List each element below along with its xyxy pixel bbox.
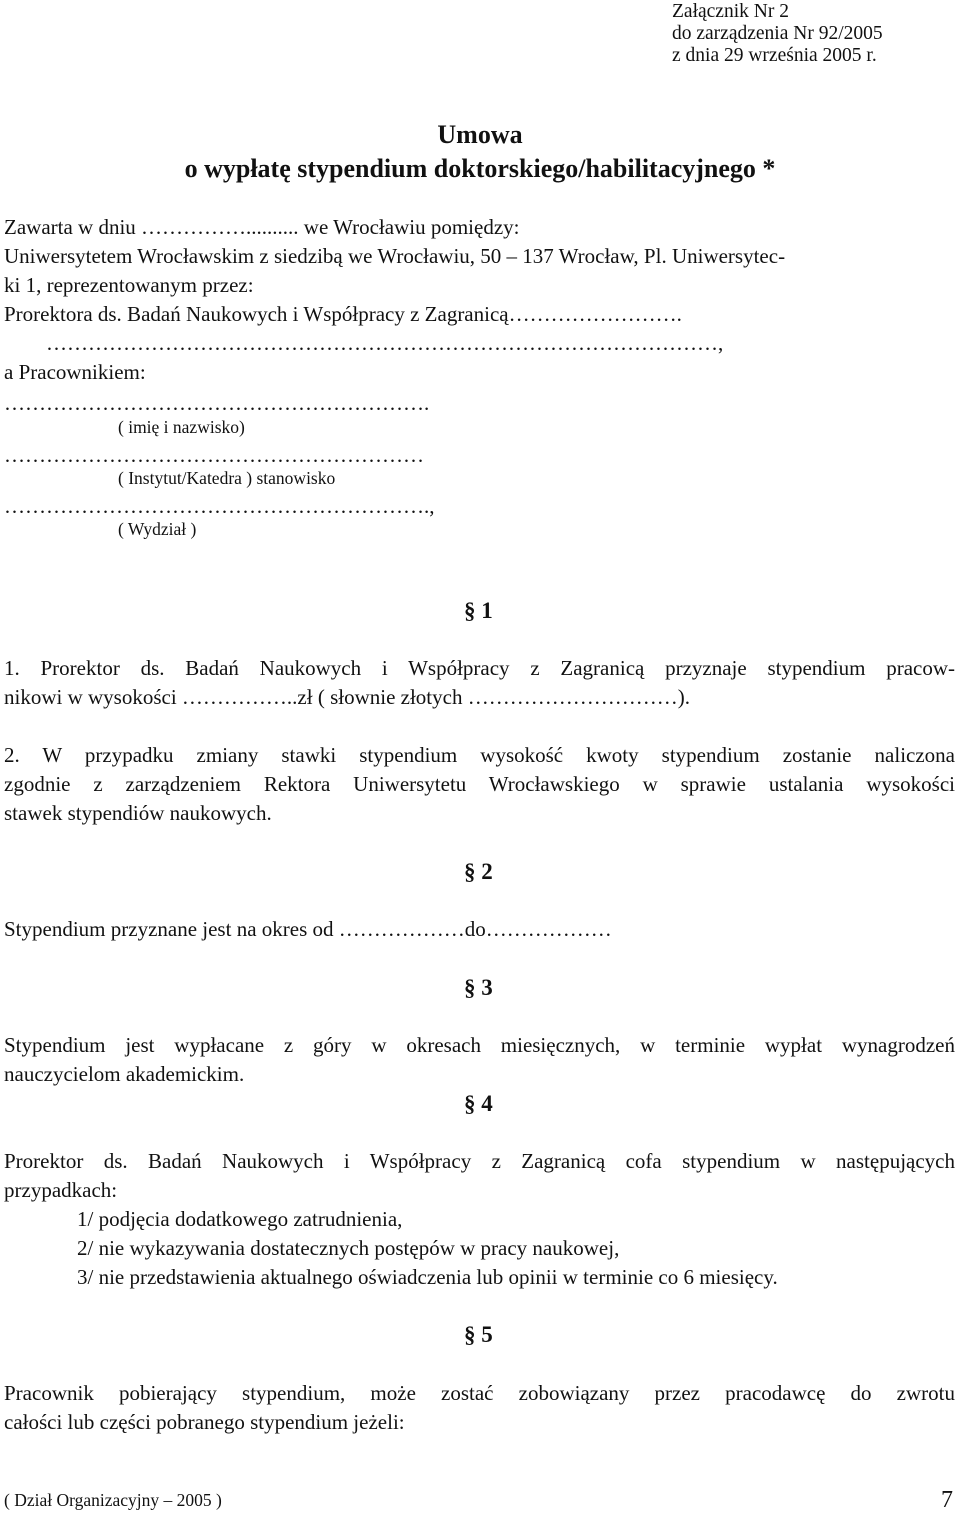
intro-dotted-line: ……………………………………………………………………………………,	[46, 331, 724, 355]
employee-institute-field: ……………………………………………………	[4, 443, 424, 467]
employee-faculty-caption: ( Wydział )	[118, 519, 197, 539]
header-line-1: Załącznik Nr 2	[672, 1, 789, 22]
section-2-heading: § 2	[464, 859, 493, 884]
section-4-list-item: 3/ nie przedstawienia aktualnego oświadczenia lub opinii w terminie co 6 miesięcy.	[77, 1265, 778, 1289]
section-5-line-2: całości lub części pobranego stypendium jeżeli:	[4, 1410, 405, 1434]
section-4-list-item: 1/ podjęcia dodatkowego zatrudnienia,	[77, 1207, 403, 1231]
section-1-paragraph-1-line-2: nikowi w wysokości ……………..zł ( słownie złotych …………………………).	[4, 685, 690, 709]
section-3-line-2: nauczycielom akademickim.	[4, 1062, 245, 1086]
header-line-3: z dnia 29 września 2005 r.	[672, 45, 877, 66]
employee-name-field: …………………………………………………….	[4, 391, 430, 415]
section-5-line-1: Pracownik pobierający stypendium, może zostać zobowiązany przez pracodawcę do zwrotu	[4, 1381, 955, 1405]
section-1-paragraph-1-line-1: 1. Prorektor ds. Badań Naukowych i Współpracy z Zagranicą przyznaje stypendium pracow-	[4, 656, 955, 680]
section-1-paragraph-2-line-2: zgodnie z zarządzeniem Rektora Uniwersytetu Wrocławskiego w sprawie ustalania wysokości	[4, 772, 955, 796]
section-4-heading: § 4	[464, 1091, 493, 1116]
document-subtitle: o wypłatę stypendium doktorskiego/habilitacyjnego *	[184, 154, 776, 183]
intro-prorector-line: Prorektora ds. Badań Naukowych i Współpracy z Zagranicą…………………….	[4, 302, 682, 326]
section-4-line-1: Prorektor ds. Badań Naukowych i Współpracy z Zagranicą cofa stypendium w następujących	[4, 1149, 955, 1173]
section-1-heading: § 1	[464, 598, 493, 623]
intro-employee-label: a Pracownikiem:	[4, 360, 146, 384]
employee-faculty-field: …………………………………………………….,	[4, 494, 435, 518]
section-4-list-item: 2/ nie wykazywania dostatecznych postępów w pracy naukowej,	[77, 1236, 620, 1260]
section-2-text: Stypendium przyznane jest na okres od ………………do………………	[4, 917, 612, 941]
employee-name-caption: ( imię i nazwisko)	[118, 417, 245, 437]
section-4-line-2: przypadkach:	[4, 1178, 118, 1202]
section-3-line-1: Stypendium jest wypłacane z góry w okresach miesięcznych, w terminie wypłat wynagrodzeń	[4, 1033, 955, 1057]
document-title: Umowa	[437, 120, 523, 149]
section-1-paragraph-2-line-3: stawek stypendiów naukowych.	[4, 801, 272, 825]
employee-institute-caption: ( Instytut/Katedra ) stanowisko	[118, 468, 336, 488]
section-1-paragraph-2-line-1: 2. W przypadku zmiany stawki stypendium wysokość kwoty stypendium zostanie naliczona	[4, 743, 955, 767]
intro-date-line: Zawarta w dniu …………….......... we Wrocławiu pomiędzy:	[4, 215, 520, 239]
footer-department: ( Dział Organizacyjny – 2005 )	[4, 1490, 222, 1510]
intro-university-line: Uniwersytetem Wrocławskim z siedzibą we Wrocławiu, 50 – 137 Wrocław, Pl. Uniwersytec-	[4, 244, 786, 268]
section-3-heading: § 3	[464, 975, 493, 1000]
intro-address-line: ki 1, reprezentowanym przez:	[4, 273, 254, 297]
section-5-heading: § 5	[464, 1322, 493, 1347]
header-line-2: do zarządzenia Nr 92/2005	[672, 23, 883, 44]
page-number: 7	[941, 1487, 953, 1513]
